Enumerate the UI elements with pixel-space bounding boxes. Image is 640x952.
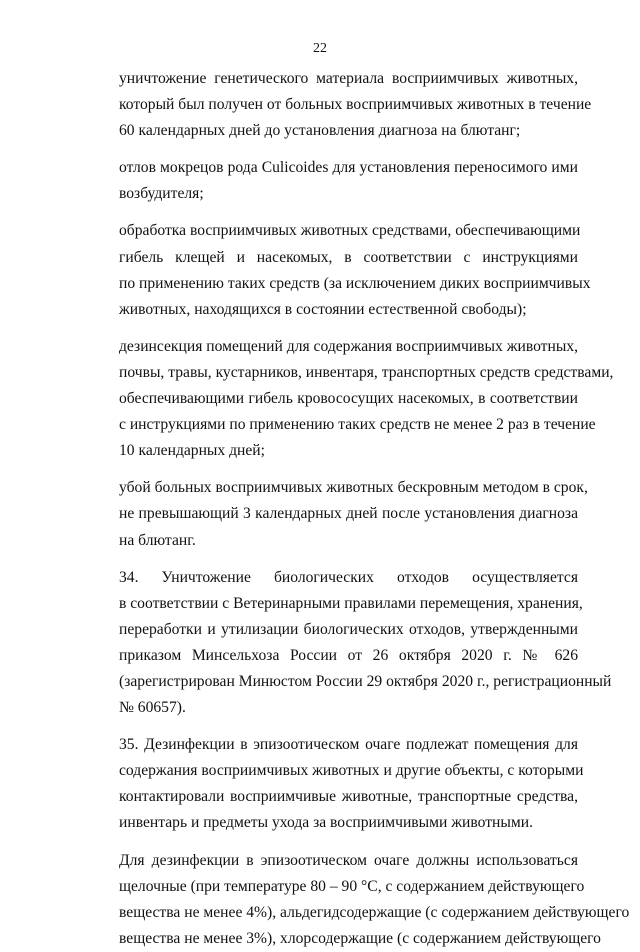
paragraph-capture-culicoides: [86, 155, 578, 207]
text-line: вещества не менее 4%), альдегидсодержащие (с содержанием действующего: [119, 903, 630, 921]
text-line: 10 календарных дней;: [119, 442, 265, 460]
text-line: почвы, травы, кустарников, инвентаря, транспортных средств средствами,: [119, 363, 614, 381]
text-line: приказом Минсельхоза России от 26 октября 2020 г. № 626: [119, 646, 578, 664]
text-line: гибель клещей и насекомых, в соответствии с инструкциями: [119, 248, 578, 266]
text-line: уничтожение генетического материала восприимчивых животных,: [119, 70, 578, 87]
text-line: Для дезинфекции в эпизоотическом очаге должны использоваться: [119, 851, 578, 869]
text-line: контактировали восприимчивые животные, транспортные средства,: [119, 788, 578, 806]
text-line: обработка восприимчивых животных средствами, обеспечивающими: [119, 222, 581, 240]
text-line: с инструкциями по применению таких средств не менее 2 раз в течение: [119, 416, 596, 434]
text-line: который был получен от больных восприимчивых животных в течение: [119, 96, 592, 114]
text-line: по применению таких средств (за исключением диких восприимчивых: [119, 274, 591, 292]
text-line: переработки и утилизации биологических отходов, утвержденными: [119, 620, 578, 638]
text-line: не превышающий 3 календарных дней после установления диагноза: [119, 505, 578, 523]
paragraph-disinfectants: [86, 848, 630, 952]
page-number: 22: [313, 41, 327, 56]
text-line: обеспечивающими гибель кровососущих насекомых, в соответствии: [119, 390, 578, 408]
paragraph-destroy-genetic-material: [86, 66, 592, 144]
text-line: (зарегистрирован Минюстом России 29 октября 2020 г., регистрационный: [119, 672, 612, 690]
text-line: 35. Дезинфекции в эпизоотическом очаге подлежат помещения для: [119, 736, 578, 754]
text-line: № 60657).: [119, 699, 186, 717]
text-line: возбудителя;: [119, 185, 204, 203]
document-body: [86, 66, 630, 952]
paragraph-section-34: [86, 565, 612, 722]
text-line: животных, находящихся в состоянии естественной свободы);: [119, 300, 527, 318]
text-line: убой больных восприимчивых животных бескровным методом в срок,: [119, 479, 588, 497]
text-line: вещества не менее 3%), хлорсодержащие (с содержанием действующего: [119, 929, 601, 947]
text-line: отлов мокрецов рода Culicoides для установления переносимого ими: [119, 159, 578, 177]
text-line: 34. Уничтожение биологических отходов осуществляется: [119, 568, 578, 586]
paragraph-bloodless-slaughter: [86, 475, 588, 553]
paragraph-treat-animals: [86, 218, 591, 322]
paragraph-section-35: [86, 732, 584, 836]
text-line: 60 календарных дней до установления диагноза на блютанг;: [119, 122, 521, 140]
text-line: на блютанг.: [119, 531, 196, 549]
text-line: в соответствии с Ветеринарными правилами перемещения, хранения,: [119, 594, 583, 612]
text-line: содержания восприимчивых животных и другие объекты, с которыми: [119, 762, 584, 780]
text-line: дезинсекция помещений для содержания восприимчивых животных,: [119, 337, 579, 355]
text-line: инвентарь и предметы ухода за восприимчивыми животными.: [119, 814, 533, 832]
paragraph-disinsection: [86, 334, 614, 464]
text-line: щелочные (при температуре 80 – 90 °С, с содержанием действующего: [119, 877, 585, 895]
